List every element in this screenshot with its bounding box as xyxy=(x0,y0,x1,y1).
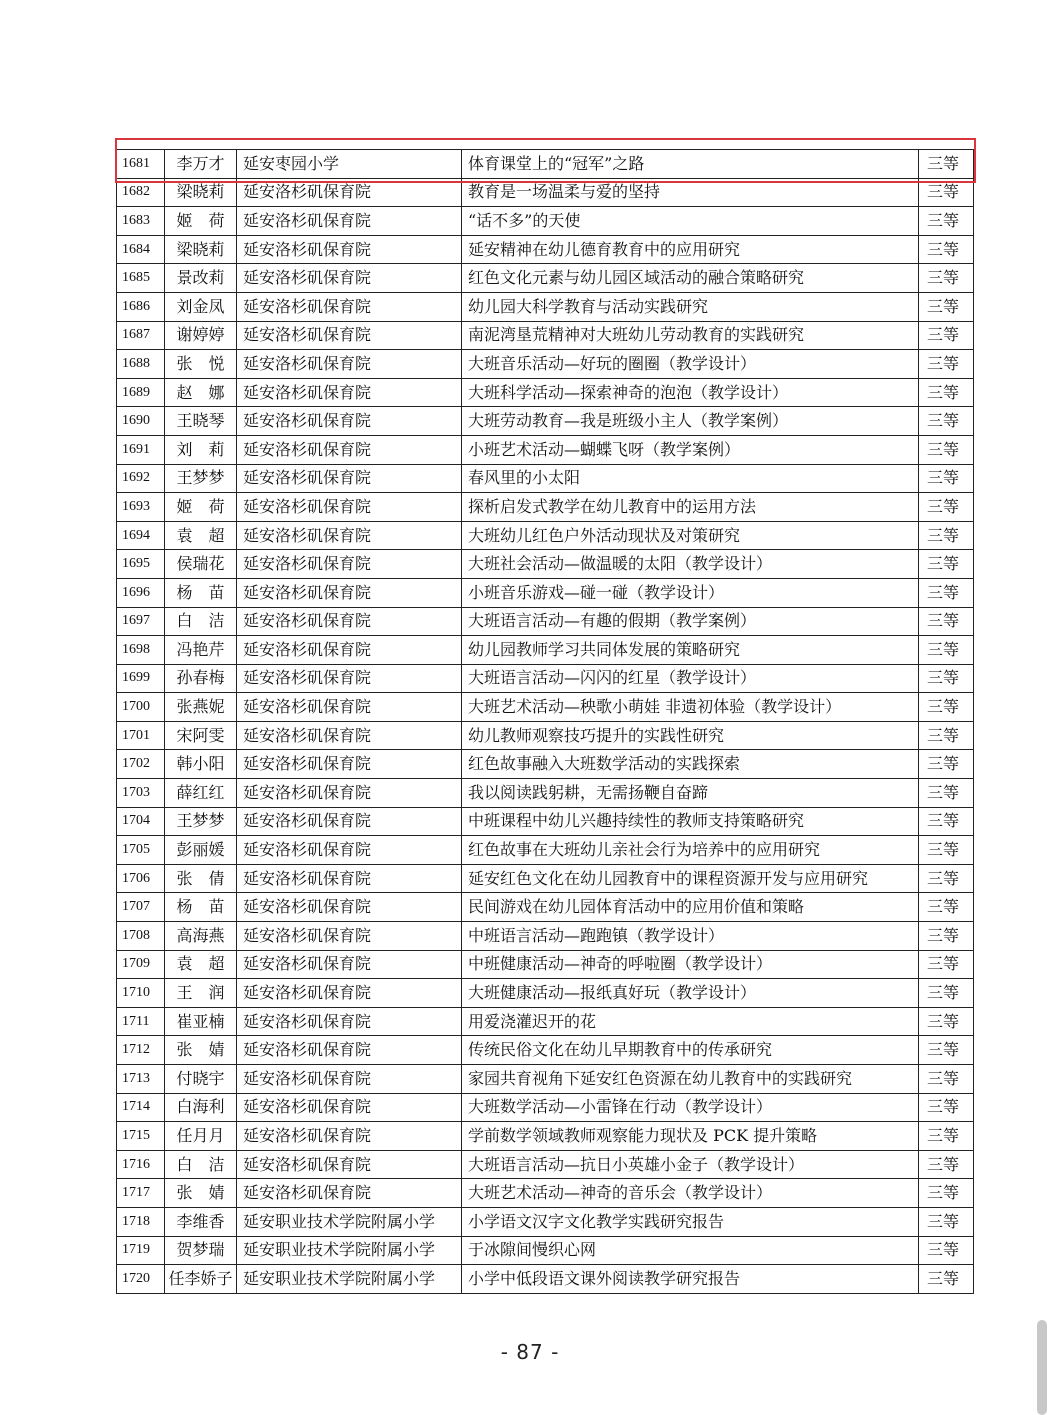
person-name-cell: 侯瑞花 xyxy=(165,550,237,579)
table-row xyxy=(117,693,974,722)
organization-cell: 延安洛杉矶保育院 xyxy=(237,636,462,665)
award-grade-cell: 三等 xyxy=(919,750,974,779)
table-row xyxy=(117,836,974,865)
person-name-cell: 孙春梅 xyxy=(165,664,237,693)
organization-cell: 延安洛杉矶保育院 xyxy=(237,1150,462,1179)
person-name-cell: 王晓琴 xyxy=(165,407,237,436)
person-name-cell: 冯艳芹 xyxy=(165,636,237,665)
work-title-cell: “话不多”的天使 xyxy=(462,207,919,236)
organization-cell: 延安洛杉矶保育院 xyxy=(237,1093,462,1122)
organization-cell: 延安职业技术学院附属小学 xyxy=(237,1236,462,1265)
organization-cell: 延安洛杉矶保育院 xyxy=(237,435,462,464)
organization-cell: 延安洛杉矶保育院 xyxy=(237,721,462,750)
organization-cell: 延安洛杉矶保育院 xyxy=(237,521,462,550)
organization-cell: 延安洛杉矶保育院 xyxy=(237,493,462,522)
work-title-cell: 大班数学活动—小雷锋在行动（教学设计） xyxy=(462,1093,919,1122)
organization-cell: 延安洛杉矶保育院 xyxy=(237,1122,462,1151)
person-name-cell: 赵 娜 xyxy=(165,378,237,407)
row-number-cell: 1686 xyxy=(117,292,165,321)
table-row xyxy=(117,264,974,293)
person-name-cell: 韩小阳 xyxy=(165,750,237,779)
organization-cell: 延安洛杉矶保育院 xyxy=(237,979,462,1008)
row-number-cell: 1696 xyxy=(117,578,165,607)
organization-cell: 延安洛杉矶保育院 xyxy=(237,693,462,722)
award-grade-cell: 三等 xyxy=(919,321,974,350)
award-table xyxy=(116,149,974,1294)
organization-cell: 延安洛杉矶保育院 xyxy=(237,235,462,264)
row-number-cell: 1705 xyxy=(117,836,165,865)
work-title-cell: 民间游戏在幼儿园体育活动中的应用价值和策略 xyxy=(462,893,919,922)
work-title-cell: 大班艺术活动—神奇的音乐会（教学设计） xyxy=(462,1179,919,1208)
row-number-cell: 1719 xyxy=(117,1236,165,1265)
work-title-cell: 延安红色文化在幼儿园教育中的课程资源开发与应用研究 xyxy=(462,864,919,893)
person-name-cell: 付晓宇 xyxy=(165,1065,237,1094)
table-row xyxy=(117,922,974,951)
work-title-cell: 体育课堂上的“冠军”之路 xyxy=(462,150,919,179)
work-title-cell: 幼儿教师观察技巧提升的实践性研究 xyxy=(462,721,919,750)
award-grade-cell: 三等 xyxy=(919,893,974,922)
organization-cell: 延安洛杉矶保育院 xyxy=(237,1007,462,1036)
table-row xyxy=(117,893,974,922)
work-title-cell: 大班健康活动—报纸真好玩（教学设计） xyxy=(462,979,919,1008)
table-row xyxy=(117,1150,974,1179)
work-title-cell: 中班健康活动—神奇的呼啦圈（教学设计） xyxy=(462,950,919,979)
work-title-cell: 红色文化元素与幼儿园区域活动的融合策略研究 xyxy=(462,264,919,293)
organization-cell: 延安洛杉矶保育院 xyxy=(237,950,462,979)
row-number-cell: 1685 xyxy=(117,264,165,293)
person-name-cell: 杨 苗 xyxy=(165,893,237,922)
table-row xyxy=(117,1036,974,1065)
award-grade-cell: 三等 xyxy=(919,1236,974,1265)
person-name-cell: 贺梦瑞 xyxy=(165,1236,237,1265)
row-number-cell: 1712 xyxy=(117,1036,165,1065)
row-number-cell: 1718 xyxy=(117,1207,165,1236)
work-title-cell: 中班语言活动—跑跑镇（教学设计） xyxy=(462,922,919,951)
award-grade-cell: 三等 xyxy=(919,407,974,436)
award-grade-cell: 三等 xyxy=(919,1036,974,1065)
table-row xyxy=(117,1007,974,1036)
table-row xyxy=(117,1207,974,1236)
table-row xyxy=(117,1122,974,1151)
person-name-cell: 高海燕 xyxy=(165,922,237,951)
work-title-cell: 小班音乐游戏—碰一碰（教学设计） xyxy=(462,578,919,607)
organization-cell: 延安洛杉矶保育院 xyxy=(237,350,462,379)
row-number-cell: 1691 xyxy=(117,435,165,464)
award-grade-cell: 三等 xyxy=(919,521,974,550)
table-row xyxy=(117,1093,974,1122)
person-name-cell: 张 倩 xyxy=(165,864,237,893)
table-row xyxy=(117,150,974,179)
organization-cell: 延安洛杉矶保育院 xyxy=(237,893,462,922)
person-name-cell: 李万才 xyxy=(165,150,237,179)
work-title-cell: 小学语文汉字文化教学实践研究报告 xyxy=(462,1207,919,1236)
award-grade-cell: 三等 xyxy=(919,693,974,722)
work-title-cell: 教育是一场温柔与爱的坚持 xyxy=(462,178,919,207)
organization-cell: 延安洛杉矶保育院 xyxy=(237,864,462,893)
table-row xyxy=(117,550,974,579)
row-number-cell: 1717 xyxy=(117,1179,165,1208)
row-number-cell: 1695 xyxy=(117,550,165,579)
award-table-body xyxy=(117,150,974,1294)
table-row xyxy=(117,350,974,379)
person-name-cell: 彭丽媛 xyxy=(165,836,237,865)
table-row xyxy=(117,464,974,493)
award-grade-cell: 三等 xyxy=(919,1207,974,1236)
work-title-cell: 幼儿园教师学习共同体发展的策略研究 xyxy=(462,636,919,665)
organization-cell: 延安洛杉矶保育院 xyxy=(237,1065,462,1094)
person-name-cell: 薛红红 xyxy=(165,779,237,808)
award-grade-cell: 三等 xyxy=(919,178,974,207)
table-row xyxy=(117,607,974,636)
award-grade-cell: 三等 xyxy=(919,664,974,693)
page-number: - 87 - xyxy=(500,1340,560,1364)
scrollbar-thumb[interactable] xyxy=(1037,1320,1047,1415)
work-title-cell: 传统民俗文化在幼儿早期教育中的传承研究 xyxy=(462,1036,919,1065)
work-title-cell: 红色故事融入大班数学活动的实践探索 xyxy=(462,750,919,779)
row-number-cell: 1710 xyxy=(117,979,165,1008)
organization-cell: 延安洛杉矶保育院 xyxy=(237,836,462,865)
row-number-cell: 1703 xyxy=(117,779,165,808)
award-grade-cell: 三等 xyxy=(919,1093,974,1122)
organization-cell: 延安职业技术学院附属小学 xyxy=(237,1265,462,1294)
table-row xyxy=(117,779,974,808)
organization-cell: 延安职业技术学院附属小学 xyxy=(237,1207,462,1236)
award-grade-cell: 三等 xyxy=(919,350,974,379)
person-name-cell: 袁 超 xyxy=(165,521,237,550)
person-name-cell: 任李娇子 xyxy=(165,1265,237,1294)
row-number-cell: 1713 xyxy=(117,1065,165,1094)
person-name-cell: 张 悦 xyxy=(165,350,237,379)
row-number-cell: 1682 xyxy=(117,178,165,207)
row-number-cell: 1706 xyxy=(117,864,165,893)
organization-cell: 延安洛杉矶保育院 xyxy=(237,664,462,693)
person-name-cell: 崔亚楠 xyxy=(165,1007,237,1036)
table-row xyxy=(117,750,974,779)
organization-cell: 延安洛杉矶保育院 xyxy=(237,321,462,350)
organization-cell: 延安洛杉矶保育院 xyxy=(237,464,462,493)
work-title-cell: 红色故事在大班幼儿亲社会行为培养中的应用研究 xyxy=(462,836,919,865)
person-name-cell: 王梦梦 xyxy=(165,464,237,493)
person-name-cell: 白 洁 xyxy=(165,607,237,636)
award-grade-cell: 三等 xyxy=(919,721,974,750)
row-number-cell: 1697 xyxy=(117,607,165,636)
award-grade-cell: 三等 xyxy=(919,578,974,607)
award-grade-cell: 三等 xyxy=(919,207,974,236)
award-grade-cell: 三等 xyxy=(919,1179,974,1208)
organization-cell: 延安洛杉矶保育院 xyxy=(237,807,462,836)
organization-cell: 延安洛杉矶保育院 xyxy=(237,578,462,607)
person-name-cell: 宋阿雯 xyxy=(165,721,237,750)
organization-cell: 延安洛杉矶保育院 xyxy=(237,207,462,236)
table-row xyxy=(117,1236,974,1265)
award-grade-cell: 三等 xyxy=(919,922,974,951)
row-number-cell: 1690 xyxy=(117,407,165,436)
row-number-cell: 1698 xyxy=(117,636,165,665)
award-grade-cell: 三等 xyxy=(919,464,974,493)
row-number-cell: 1688 xyxy=(117,350,165,379)
award-grade-cell: 三等 xyxy=(919,493,974,522)
work-title-cell: 大班社会活动—做温暖的太阳（教学设计） xyxy=(462,550,919,579)
award-grade-cell: 三等 xyxy=(919,836,974,865)
organization-cell: 延安洛杉矶保育院 xyxy=(237,750,462,779)
organization-cell: 延安洛杉矶保育院 xyxy=(237,378,462,407)
award-grade-cell: 三等 xyxy=(919,1122,974,1151)
person-name-cell: 袁 超 xyxy=(165,950,237,979)
row-number-cell: 1694 xyxy=(117,521,165,550)
table-row xyxy=(117,664,974,693)
award-grade-cell: 三等 xyxy=(919,378,974,407)
table-row xyxy=(117,864,974,893)
table-row xyxy=(117,435,974,464)
award-grade-cell: 三等 xyxy=(919,150,974,179)
person-name-cell: 姬 荷 xyxy=(165,207,237,236)
work-title-cell: 我以阅读践躬耕，无需扬鞭自奋蹄 xyxy=(462,779,919,808)
person-name-cell: 王 润 xyxy=(165,979,237,1008)
work-title-cell: 用爱浇灌迟开的花 xyxy=(462,1007,919,1036)
organization-cell: 延安洛杉矶保育院 xyxy=(237,607,462,636)
person-name-cell: 白 洁 xyxy=(165,1150,237,1179)
row-number-cell: 1716 xyxy=(117,1150,165,1179)
table-row xyxy=(117,578,974,607)
person-name-cell: 李维香 xyxy=(165,1207,237,1236)
table-row xyxy=(117,178,974,207)
work-title-cell: 大班语言活动—有趣的假期（教学案例） xyxy=(462,607,919,636)
row-number-cell: 1681 xyxy=(117,150,165,179)
row-number-cell: 1687 xyxy=(117,321,165,350)
work-title-cell: 大班语言活动—闪闪的红星（教学设计） xyxy=(462,664,919,693)
organization-cell: 延安洛杉矶保育院 xyxy=(237,1179,462,1208)
award-grade-cell: 三等 xyxy=(919,950,974,979)
award-grade-cell: 三等 xyxy=(919,607,974,636)
table-row xyxy=(117,636,974,665)
award-grade-cell: 三等 xyxy=(919,979,974,1008)
row-number-cell: 1715 xyxy=(117,1122,165,1151)
organization-cell: 延安洛杉矶保育院 xyxy=(237,407,462,436)
organization-cell: 延安洛杉矶保育院 xyxy=(237,264,462,293)
row-number-cell: 1699 xyxy=(117,664,165,693)
award-grade-cell: 三等 xyxy=(919,292,974,321)
table-row xyxy=(117,1265,974,1294)
row-number-cell: 1684 xyxy=(117,235,165,264)
award-grade-cell: 三等 xyxy=(919,264,974,293)
row-number-cell: 1720 xyxy=(117,1265,165,1294)
row-number-cell: 1683 xyxy=(117,207,165,236)
award-grade-cell: 三等 xyxy=(919,779,974,808)
table-row xyxy=(117,1179,974,1208)
row-number-cell: 1707 xyxy=(117,893,165,922)
organization-cell: 延安洛杉矶保育院 xyxy=(237,779,462,808)
row-number-cell: 1714 xyxy=(117,1093,165,1122)
table-row xyxy=(117,950,974,979)
table-row xyxy=(117,292,974,321)
table-row xyxy=(117,235,974,264)
row-number-cell: 1702 xyxy=(117,750,165,779)
person-name-cell: 张 婧 xyxy=(165,1179,237,1208)
work-title-cell: 探析启发式教学在幼儿教育中的运用方法 xyxy=(462,493,919,522)
work-title-cell: 小班艺术活动—蝴蝶飞呀（教学案例） xyxy=(462,435,919,464)
organization-cell: 延安洛杉矶保育院 xyxy=(237,550,462,579)
table-row xyxy=(117,493,974,522)
award-grade-cell: 三等 xyxy=(919,864,974,893)
organization-cell: 延安洛杉矶保育院 xyxy=(237,292,462,321)
work-title-cell: 学前数学领域教师观察能力现状及 PCK 提升策略 xyxy=(462,1122,919,1151)
award-grade-cell: 三等 xyxy=(919,1150,974,1179)
work-title-cell: 大班幼儿红色户外活动现状及对策研究 xyxy=(462,521,919,550)
row-number-cell: 1700 xyxy=(117,693,165,722)
person-name-cell: 姬 荷 xyxy=(165,493,237,522)
person-name-cell: 张燕妮 xyxy=(165,693,237,722)
work-title-cell: 中班课程中幼儿兴趣持续性的教师支持策略研究 xyxy=(462,807,919,836)
row-number-cell: 1708 xyxy=(117,922,165,951)
person-name-cell: 刘金凤 xyxy=(165,292,237,321)
work-title-cell: 大班科学活动—探索神奇的泡泡（教学设计） xyxy=(462,378,919,407)
row-number-cell: 1704 xyxy=(117,807,165,836)
award-grade-cell: 三等 xyxy=(919,1265,974,1294)
person-name-cell: 杨 苗 xyxy=(165,578,237,607)
person-name-cell: 梁晓莉 xyxy=(165,178,237,207)
award-grade-cell: 三等 xyxy=(919,636,974,665)
organization-cell: 延安洛杉矶保育院 xyxy=(237,922,462,951)
person-name-cell: 任月月 xyxy=(165,1122,237,1151)
row-number-cell: 1711 xyxy=(117,1007,165,1036)
award-grade-cell: 三等 xyxy=(919,435,974,464)
person-name-cell: 白海利 xyxy=(165,1093,237,1122)
person-name-cell: 谢婷婷 xyxy=(165,321,237,350)
work-title-cell: 小学中低段语文课外阅读教学研究报告 xyxy=(462,1265,919,1294)
table-row xyxy=(117,1065,974,1094)
table-row xyxy=(117,321,974,350)
person-name-cell: 景改莉 xyxy=(165,264,237,293)
row-number-cell: 1709 xyxy=(117,950,165,979)
row-number-cell: 1701 xyxy=(117,721,165,750)
work-title-cell: 大班艺术活动—秧歌小萌娃 非遗初体验（教学设计） xyxy=(462,693,919,722)
work-title-cell: 于冰隙间慢织心网 xyxy=(462,1236,919,1265)
award-grade-cell: 三等 xyxy=(919,1065,974,1094)
work-title-cell: 春风里的小太阳 xyxy=(462,464,919,493)
organization-cell: 延安洛杉矶保育院 xyxy=(237,178,462,207)
person-name-cell: 张 婧 xyxy=(165,1036,237,1065)
row-number-cell: 1693 xyxy=(117,493,165,522)
work-title-cell: 大班语言活动—抗日小英雄小金子（教学设计） xyxy=(462,1150,919,1179)
row-number-cell: 1692 xyxy=(117,464,165,493)
organization-cell: 延安洛杉矶保育院 xyxy=(237,1036,462,1065)
work-title-cell: 幼儿园大科学教育与活动实践研究 xyxy=(462,292,919,321)
work-title-cell: 大班劳动教育—我是班级小主人（教学案例） xyxy=(462,407,919,436)
award-grade-cell: 三等 xyxy=(919,235,974,264)
row-number-cell: 1689 xyxy=(117,378,165,407)
person-name-cell: 梁晓莉 xyxy=(165,235,237,264)
table-row xyxy=(117,721,974,750)
award-grade-cell: 三等 xyxy=(919,550,974,579)
table-row xyxy=(117,807,974,836)
work-title-cell: 南泥湾垦荒精神对大班幼儿劳动教育的实践研究 xyxy=(462,321,919,350)
table-row xyxy=(117,979,974,1008)
table-row xyxy=(117,407,974,436)
person-name-cell: 刘 莉 xyxy=(165,435,237,464)
organization-cell: 延安枣园小学 xyxy=(237,150,462,179)
work-title-cell: 大班音乐活动—好玩的圈圈（教学设计） xyxy=(462,350,919,379)
table-row xyxy=(117,521,974,550)
work-title-cell: 家园共育视角下延安红色资源在幼儿教育中的实践研究 xyxy=(462,1065,919,1094)
table-row xyxy=(117,207,974,236)
award-grade-cell: 三等 xyxy=(919,1007,974,1036)
award-grade-cell: 三等 xyxy=(919,807,974,836)
work-title-cell: 延安精神在幼儿德育教育中的应用研究 xyxy=(462,235,919,264)
person-name-cell: 王梦梦 xyxy=(165,807,237,836)
table-row xyxy=(117,378,974,407)
